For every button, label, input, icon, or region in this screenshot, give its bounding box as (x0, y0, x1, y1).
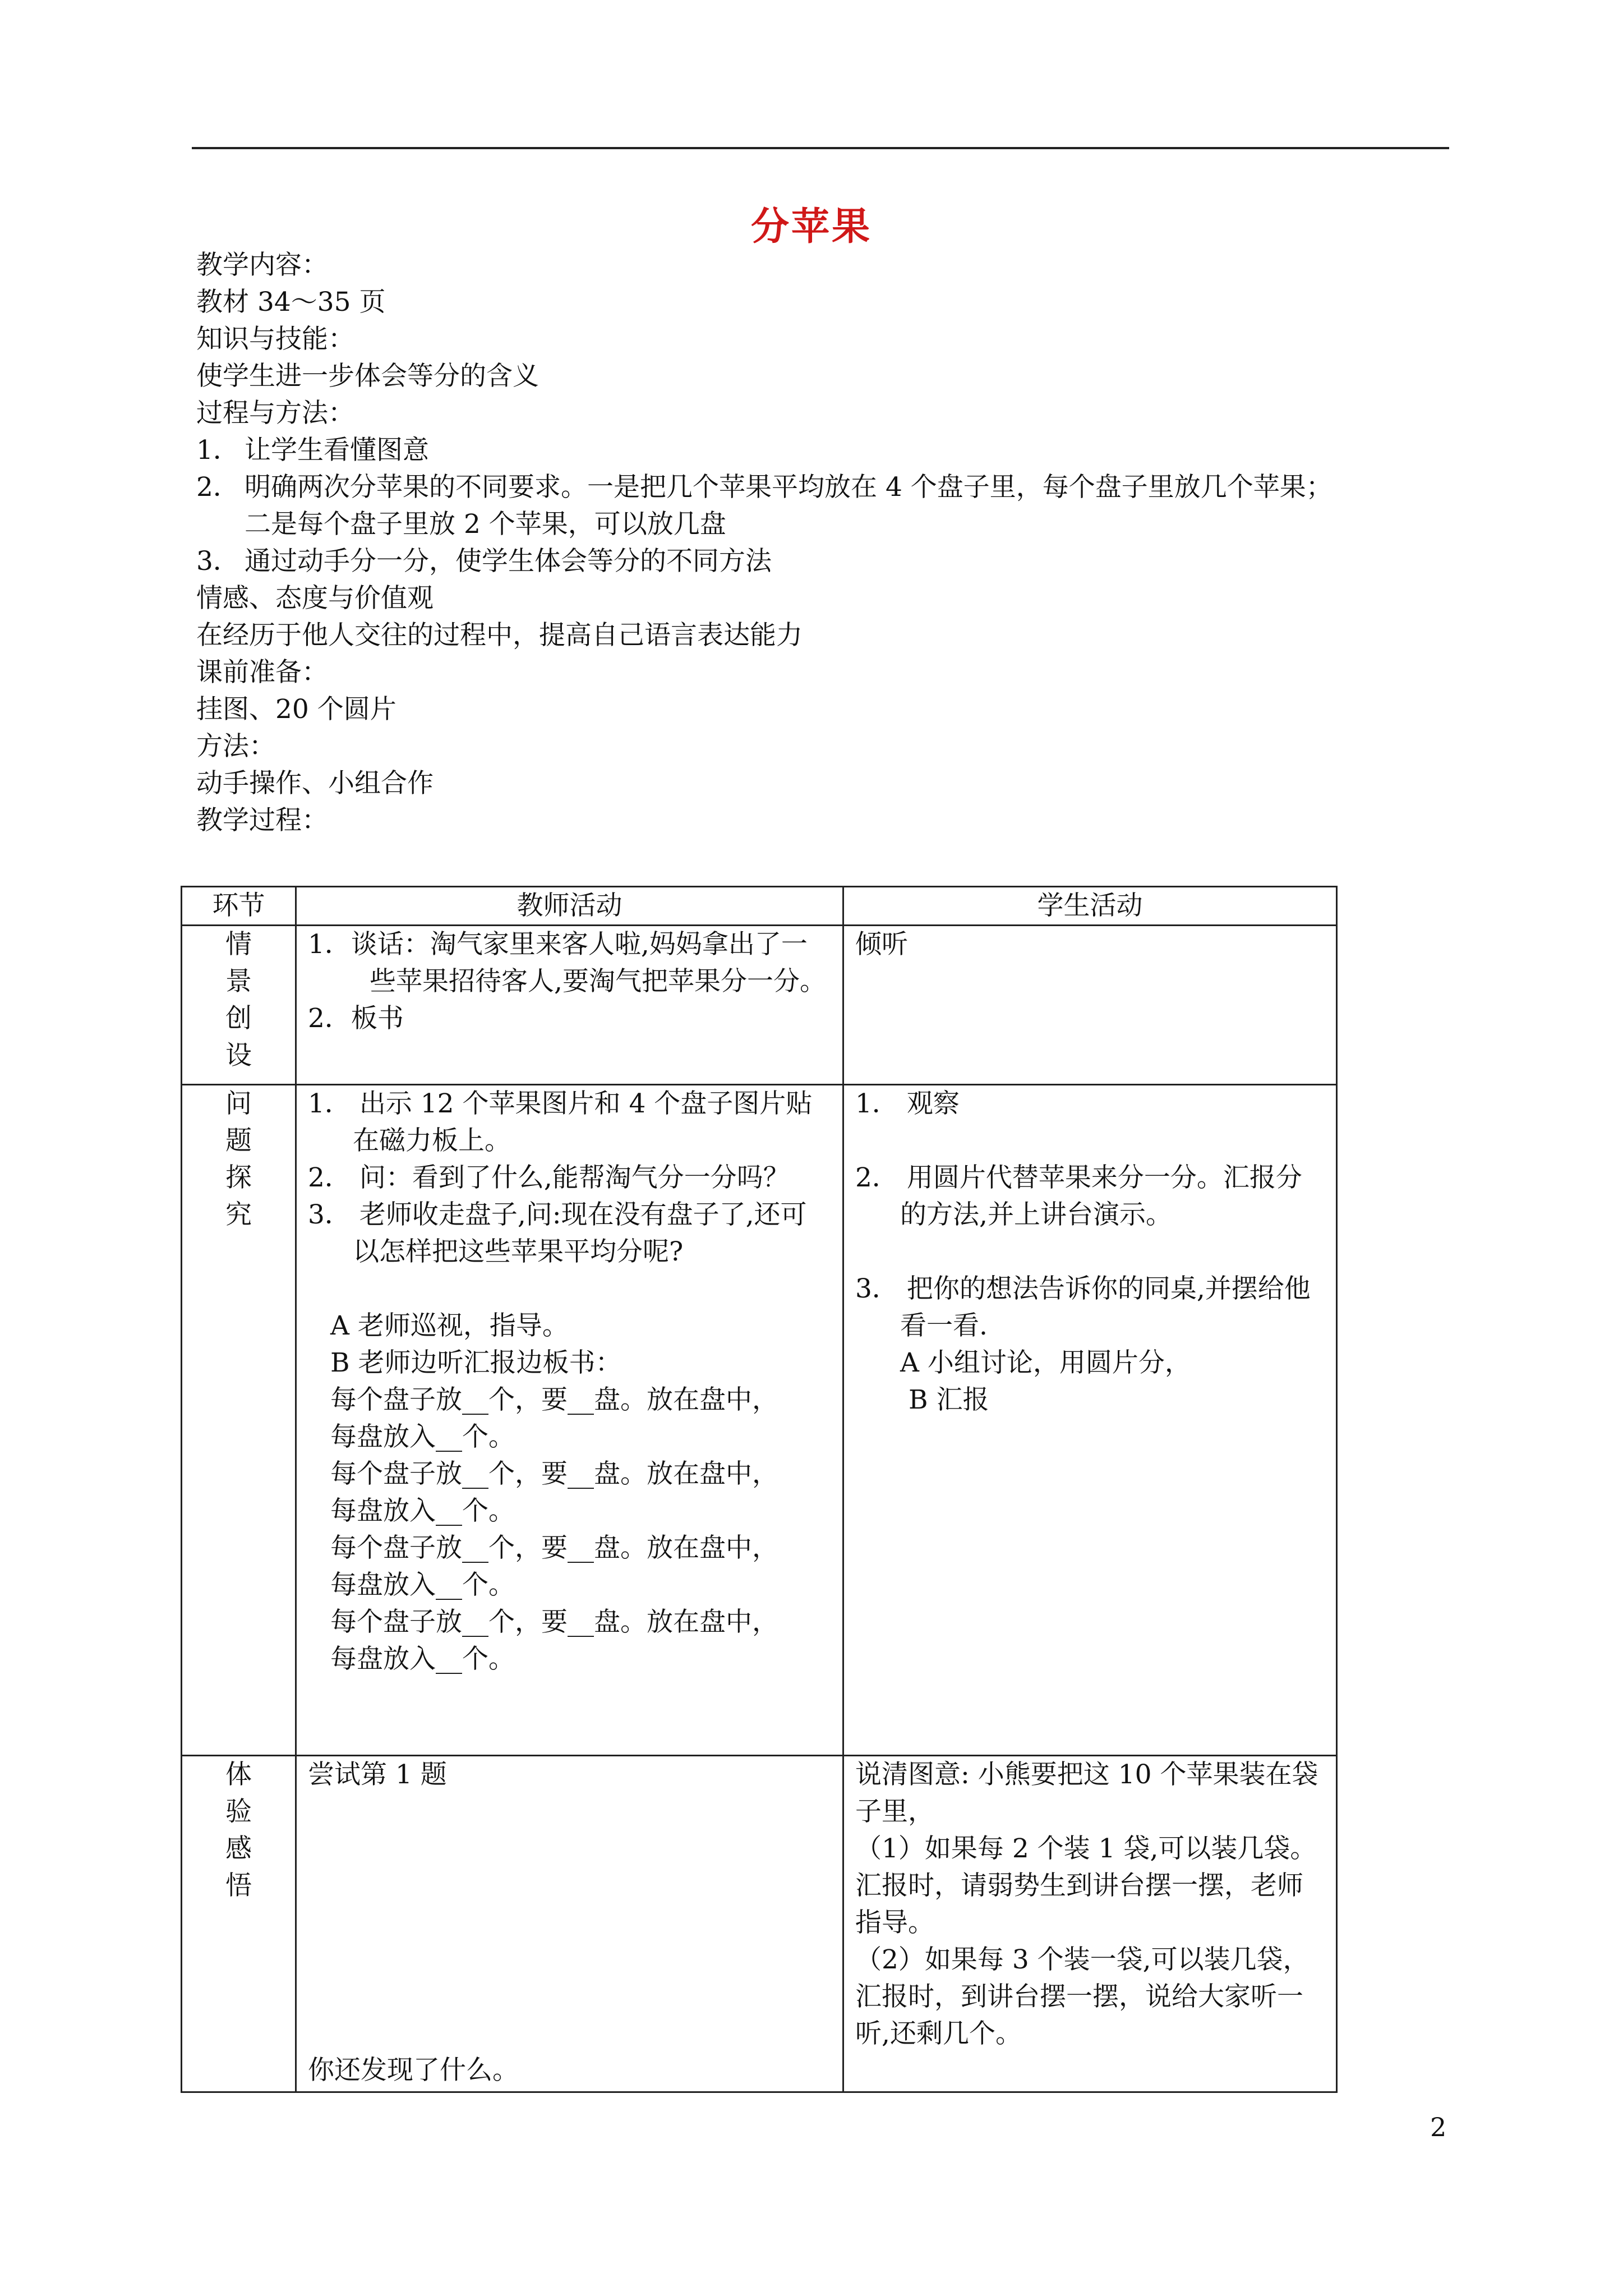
process-item: 1． 让学生看懂图意 (196, 435, 429, 466)
knowledge-label: 知识与技能： (196, 324, 354, 355)
knowledge-value: 使学生进一步体会等分的含义 (196, 361, 539, 392)
intro-section (196, 247, 1447, 839)
process-item: 2． 明确两次分苹果的不同要求。一是把几个苹果平均放在 4 个盘子里，每个盘子里放几个苹果； (196, 472, 1332, 503)
header-teacher: 教师活动 (296, 887, 843, 926)
table-header-row (182, 887, 1337, 926)
student-cell: 1． 观察 2． 用圆片代替苹果来分一分。汇报分的方法,并上讲台演示。 3． 把你的想法告诉你的同桌,并摆给他看一看. A 小组讨论，用圆片分， B 汇报 (843, 1085, 1337, 1756)
teacher-cell: 尝试第 1 题 你还发现了什么。 (296, 1756, 843, 2092)
header-student: 学生活动 (843, 887, 1337, 926)
process-title: 教学过程： (196, 805, 328, 836)
emotion-label: 情感、态度与价值观 (196, 583, 434, 614)
emotion-value: 在经历于他人交往的过程中，提高自己语言表达能力 (196, 620, 803, 651)
method-value: 动手操作、小组合作 (196, 768, 434, 799)
lesson-table (181, 886, 1338, 2093)
table-row (182, 1085, 1337, 1756)
content-label: 教学内容： (196, 250, 328, 280)
page-number: 2 (1430, 2112, 1447, 2142)
teacher-cell: 1． 出示 12 个苹果图片和 4 个盘子图片贴在磁力板上。 2． 问：看到了什么,能帮淘气分一分吗？ 3． 老师收走盘子,问:现在没有盘子了,还可以怎样把这些苹果平均分呢? A 老师巡视，指导。 B 老师边听汇报边板书： 每个盘子放__个，要__盘。放在盘中， 每盘放入__个。 每个盘子放__个，要__盘。放在盘中， 每盘放入__个。 每个盘子放__个，要__盘。放在盘中， 每盘放入__个。 每个盘子放__个，要__盘。放在盘中， 每盘放入__个。 (296, 1085, 843, 1756)
teacher-cell: 1．谈话：淘气家里来客人啦,妈妈拿出了一些苹果招待客人,要淘气把苹果分一分。 2．板书 (296, 926, 843, 1085)
stage-cell: 体 验 感 悟 (182, 1756, 296, 2092)
method-label: 方法： (196, 731, 275, 762)
header-stage: 环节 (182, 887, 296, 926)
student-cell: 说清图意: 小熊要把这 10 个苹果装在袋子里， （1）如果每 2 个装 1 袋,可以装几袋。汇报时，请弱势生到讲台摆一摆，老师指导。 （2）如果每 3 个装一袋,可以装几袋，汇报时，到讲台摆一摆，说给大家听一听,还剩几个。 (843, 1756, 1337, 2092)
process-item: 二是每个盘子里放 2 个苹果，可以放几盘 (245, 509, 726, 540)
prep-label: 课前准备： (196, 657, 328, 688)
student-cell: 倾听 (843, 926, 1337, 1085)
table-row (182, 926, 1337, 1085)
table-row (182, 1756, 1337, 2092)
stage-cell: 情 景 创 设 (182, 926, 296, 1085)
process-label: 过程与方法： (196, 398, 354, 429)
header-rule (192, 147, 1449, 149)
content-value: 教材 34～35 页 (196, 287, 386, 318)
process-item: 3． 通过动手分一分，使学生体会等分的不同方法 (196, 546, 772, 577)
page-title: 分苹果 (750, 204, 872, 249)
stage-cell: 问 题 探 究 (182, 1085, 296, 1756)
prep-value: 挂图、20 个圆片 (196, 694, 396, 725)
